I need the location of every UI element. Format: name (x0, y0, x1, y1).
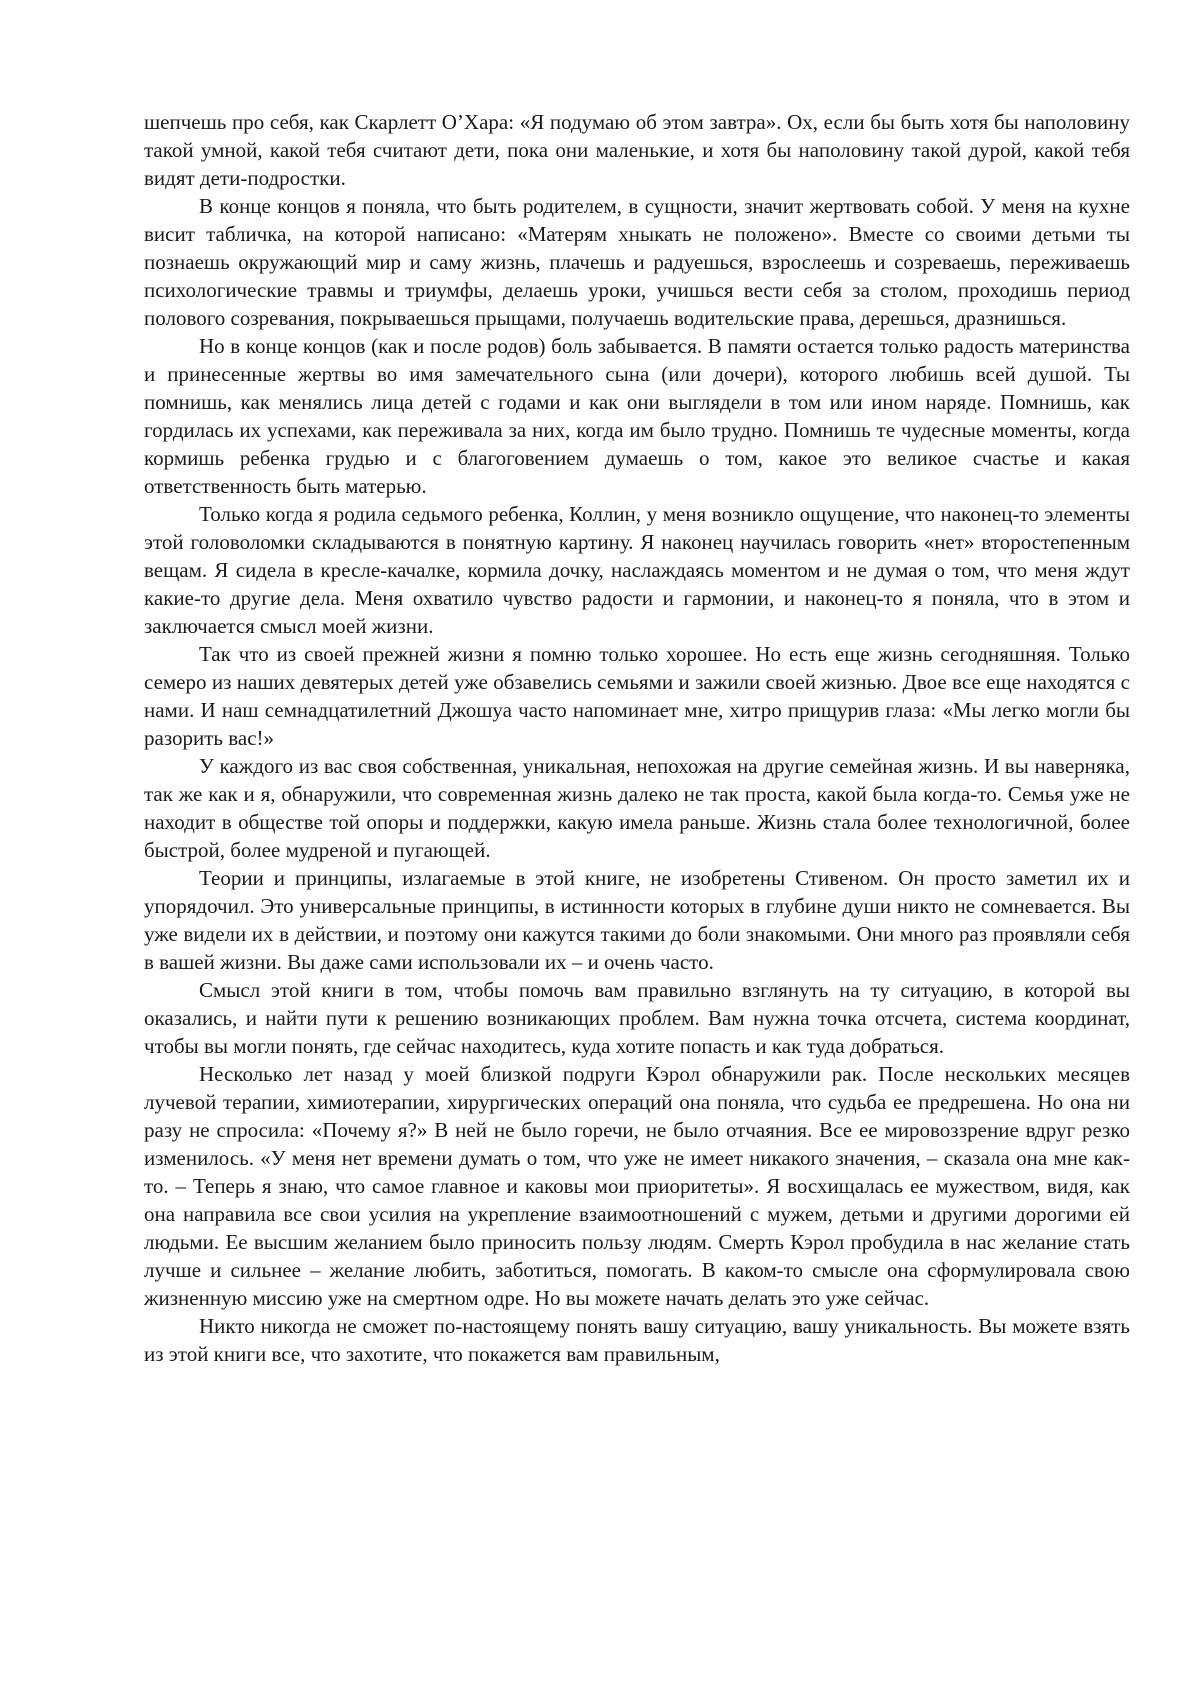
paragraph-6: У каждого из вас своя собственная, уникальная, непохожая на другие семейная жизнь. И вы наверняка, так же как и я, обнаружили, что современная жизнь далеко не так проста, какой была когда-то. Семья уже не находит в обществе той опоры и поддержки, какую имела раньше. Жизнь стала более технологичной, более быстрой, более мудреной и пугающей. (144, 754, 1130, 862)
paragraph-4: Только когда я родила седьмого ребенка, Коллин, у меня возникло ощущение, что наконец-то элементы этой головоломки складываются в понятную картину. Я наконец научилась говорить «нет» второстепенным вещам. Я сидела в кресле-качалке, кормила дочку, наслаждаясь моментом и не думая о том, что меня ждут какие-то другие дела. Меня охватило чувство радости и гармонии, и наконец-то я поняла, что в этом и заключается смысл моей жизни. (144, 502, 1130, 638)
paragraph-8: Смысл этой книги в том, чтобы помочь вам правильно взглянуть на ту ситуацию, в которой вы оказались, и найти пути к решению возникающих проблем. Вам нужна точка отсчета, система координат, чтобы вы могли понять, где сейчас находитесь, куда хотите попасть и как туда добраться. (144, 978, 1130, 1058)
paragraph-10: Никто никогда не сможет по-настоящему понять вашу ситуацию, вашу уникальность. Вы можете взять из этой книги все, что захотите, что покажется вам правильным, (144, 1314, 1130, 1366)
paragraph-1: шепчешь про себя, как Скарлетт О’Хара: «Я подумаю об этом завтра». Ох, если бы быть хотя бы наполовину такой умной, какой тебя считают дети, пока они маленькие, и хотя бы наполовину такой дурой, какой тебя видят дети-подростки. (144, 110, 1130, 190)
paragraph-5: Так что из своей прежней жизни я помню только хорошее. Но есть еще жизнь сегодняшняя. Только семеро из наших девятерых детей уже обзавелись семьями и зажили своей жизнью. Двое все еще находятся с нами. И наш семнадцатилетний Джошуа часто напоминает мне, хитро прищурив глаза: «Мы легко могли бы разорить вас!» (144, 642, 1130, 750)
paragraph-9: Несколько лет назад у моей близкой подруги Кэрол обнаружили рак. После нескольких месяцев лучевой терапии, химиотерапии, хирургических операций она поняла, что судьба ее предрешена. Но она ни разу не спросила: «Почему я?» В ней не было горечи, не было отчаяния. Все ее мировоззрение вдруг резко изменилось. «У меня нет времени думать о том, что уже не имеет никакого значения, – сказала она мне как-то. – Теперь я знаю, что самое главное и каковы мои приоритеты». Я восхищалась ее мужеством, видя, как она направила все свои усилия на укрепление взаимоотношений с мужем, детьми и другими дорогими ей людьми. Ее высшим желанием было приносить пользу людям. Смерть Кэрол пробудила в нас желание стать лучше и сильнее – желание любить, заботиться, помогать. В каком-то смысле она сформулировала свою жизненную миссию уже на смертном одре. Но вы можете начать делать это уже сейчас. (144, 1062, 1130, 1310)
document-page (144, 108, 1130, 1368)
paragraph-2: В конце концов я поняла, что быть родителем, в сущности, значит жертвовать собой. У меня на кухне висит табличка, на которой написано: «Матерям хныкать не положено». Вместе со своими детьми ты познаешь окружающий мир и саму жизнь, плачешь и радуешься, взрослеешь и созреваешь, переживаешь психологические травмы и триумфы, делаешь уроки, учишься вести себя за столом, проходишь период полового созревания, покрываешься прыщами, получаешь водительские права, дерешься, дразнишься. (144, 194, 1130, 330)
paragraph-7: Теории и принципы, излагаемые в этой книге, не изобретены Стивеном. Он просто заметил их и упорядочил. Это универсальные принципы, в истинности которых в глубине души никто не сомневается. Вы уже видели их в действии, и поэтому они кажутся такими до боли знакомыми. Они много раз проявляли себя в вашей жизни. Вы даже сами использовали их – и очень часто. (144, 866, 1130, 974)
paragraph-3: Но в конце концов (как и после родов) боль забывается. В памяти остается только радость материнства и принесенные жертвы во имя замечательного сына (или дочери), которого любишь всей душой. Ты помнишь, как менялись лица детей с годами и как они выглядели в том или ином наряде. Помнишь, как гордилась их успехами, как переживала за них, когда им было трудно. Помнишь те чудесные моменты, когда кормишь ребенка грудью и с благоговением думаешь о том, какое это великое счастье и какая ответственность быть матерью. (144, 334, 1130, 498)
